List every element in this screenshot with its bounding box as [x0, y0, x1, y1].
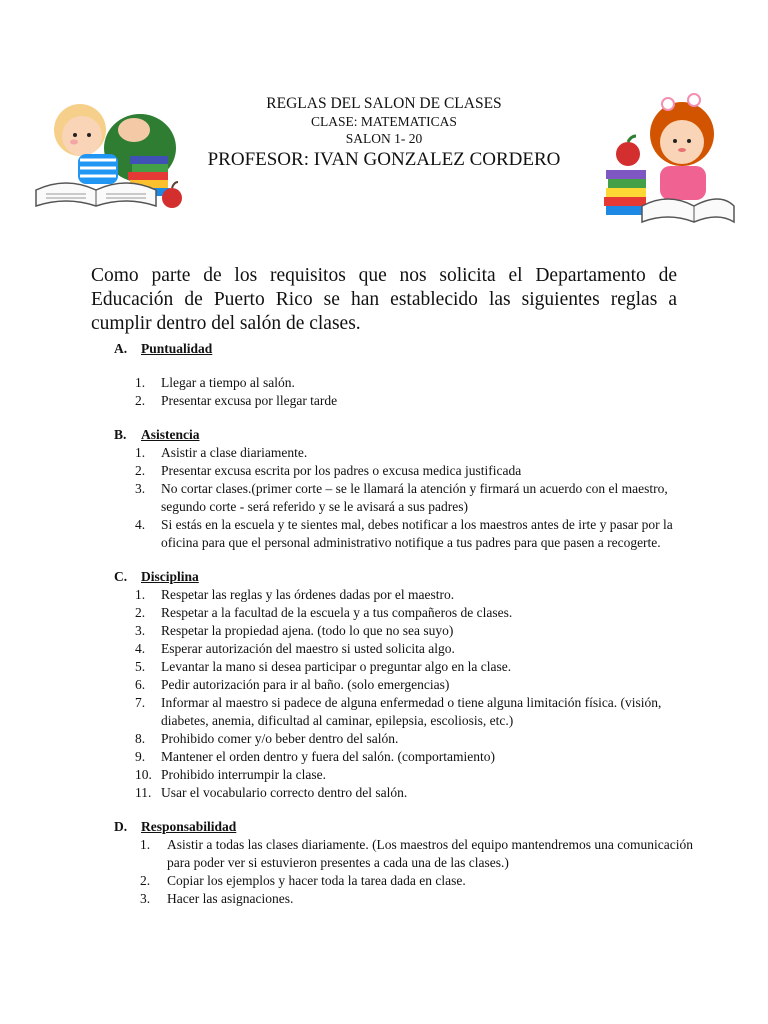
section-responsabilidad — [114, 818, 694, 908]
rules-sections — [114, 340, 694, 908]
item-text: Presentar excusa escrita por los padres o excusa medica justificada — [161, 463, 522, 478]
item-number: 6. — [135, 677, 146, 692]
item-number: 10. — [135, 767, 152, 782]
section-title: Asistencia — [141, 427, 200, 442]
list-item — [114, 748, 694, 766]
list-item — [114, 604, 694, 622]
item-text: Prohibido comer y/o beber dentro del salón. — [161, 731, 399, 746]
list-item — [114, 640, 694, 658]
teacher-name: PROFESOR: IVAN GONZALEZ CORDERO — [207, 149, 561, 170]
list-item — [114, 516, 694, 552]
section-heading — [114, 426, 694, 444]
section-disciplina — [114, 568, 694, 802]
item-number: 4. — [135, 517, 146, 532]
class-subject: CLASE: MATEMATICAS — [311, 114, 457, 129]
item-number: 2. — [135, 605, 146, 620]
item-text: Hacer las asignaciones. — [167, 891, 294, 906]
item-number: 8. — [135, 731, 146, 746]
list-item — [114, 462, 694, 480]
item-number: 2. — [140, 873, 151, 888]
rules-list — [114, 374, 694, 410]
item-text: Informar al maestro si padece de alguna enfermedad o tiene alguna limitación física. (visión, diabetes, anemia, dificultad al caminar, epilepsia, escoliosis, etc.) — [161, 695, 662, 728]
list-item — [114, 890, 694, 908]
list-item — [114, 766, 694, 784]
document-header — [0, 0, 768, 230]
list-item — [114, 444, 694, 462]
item-text: Presentar excusa por llegar tarde — [161, 393, 338, 408]
classroom-number: SALON 1- 20 — [345, 131, 423, 146]
title-block — [170, 94, 598, 172]
list-item — [114, 836, 694, 872]
section-letter: B. — [114, 427, 127, 442]
section-asistencia — [114, 426, 694, 552]
item-number: 1. — [135, 445, 146, 460]
list-item — [114, 586, 694, 604]
section-title: Responsabilidad — [141, 819, 237, 834]
rules-list — [114, 586, 694, 802]
item-text: Esperar autorización del maestro si usted solicita algo. — [161, 641, 455, 656]
list-item — [114, 480, 694, 516]
list-item — [114, 784, 694, 802]
item-number: 1. — [135, 587, 146, 602]
list-item — [114, 694, 694, 730]
item-text: Si estás en la escuela y te sientes mal, debes notificar a los maestros antes de irte y pasar por la oficina para que el personal administrativo notifique a tus padres para que pasen a recogerte. — [161, 517, 673, 550]
item-number: 2. — [135, 463, 146, 478]
item-number: 3. — [135, 623, 146, 638]
section-heading — [114, 818, 694, 836]
list-item — [114, 374, 694, 392]
section-heading — [114, 340, 694, 358]
item-number: 5. — [135, 659, 146, 674]
item-text: Prohibido interrumpir la clase. — [161, 767, 326, 782]
intro-paragraph: Como parte de los requisitos que nos solicita el Departamento de Educación de Puerto Rico se han establecido las siguientes reglas a cumplir dentro del salón de clases. — [91, 264, 677, 334]
item-number: 3. — [135, 481, 146, 496]
section-title: Puntualidad — [141, 341, 213, 356]
item-text: Usar el vocabulario correcto dentro del salón. — [161, 785, 408, 800]
list-item — [114, 622, 694, 640]
item-text: Llegar a tiempo al salón. — [161, 375, 295, 390]
item-number: 7. — [135, 695, 146, 710]
item-text: No cortar clases.(primer corte – se le llamará la atención y firmará un acuerdo con el maestro, segundo corte - será referido y se le avisará a sus padres) — [161, 481, 668, 514]
item-number: 4. — [135, 641, 146, 656]
rules-list — [114, 444, 694, 552]
section-heading — [114, 568, 694, 586]
item-text: Mantener el orden dentro y fuera del salón. (comportamiento) — [161, 749, 495, 764]
item-text: Respetar la propiedad ajena. (todo lo que no sea suyo) — [161, 623, 454, 638]
item-text: Respetar las reglas y las órdenes dadas por el maestro. — [161, 587, 455, 602]
item-text: Levantar la mano si desea participar o preguntar algo en la clase. — [161, 659, 512, 674]
item-text: Respetar a la facultad de la escuela y a tus compañeros de clases. — [161, 605, 513, 620]
rules-list — [114, 836, 694, 908]
item-text: Copiar los ejemplos y hacer toda la tarea dada en clase. — [167, 873, 466, 888]
item-text: Asistir a clase diariamente. — [161, 445, 308, 460]
item-text: Asistir a todas las clases diariamente. (Los maestros del equipo mantendremos una comunicación para poder ver si estuvieron presentes a cada una de las clases.) — [167, 837, 693, 870]
item-number: 11. — [135, 785, 152, 800]
list-item — [114, 392, 694, 410]
section-letter: A. — [114, 341, 128, 356]
section-letter: D. — [114, 819, 128, 834]
item-number: 3. — [140, 891, 151, 906]
section-title: Disciplina — [141, 569, 199, 584]
list-item — [114, 676, 694, 694]
document-title: REGLAS DEL SALON DE CLASES — [266, 95, 502, 112]
list-item — [114, 730, 694, 748]
list-item — [114, 658, 694, 676]
item-number: 1. — [135, 375, 146, 390]
item-number: 9. — [135, 749, 146, 764]
girl-reading-clipart — [598, 88, 738, 230]
item-text: Pedir autorización para ir al baño. (solo emergencias) — [161, 677, 450, 692]
list-item — [114, 872, 694, 890]
section-letter: C. — [114, 569, 128, 584]
section-puntualidad — [114, 340, 694, 410]
item-number: 1. — [140, 837, 151, 852]
item-number: 2. — [135, 393, 146, 408]
